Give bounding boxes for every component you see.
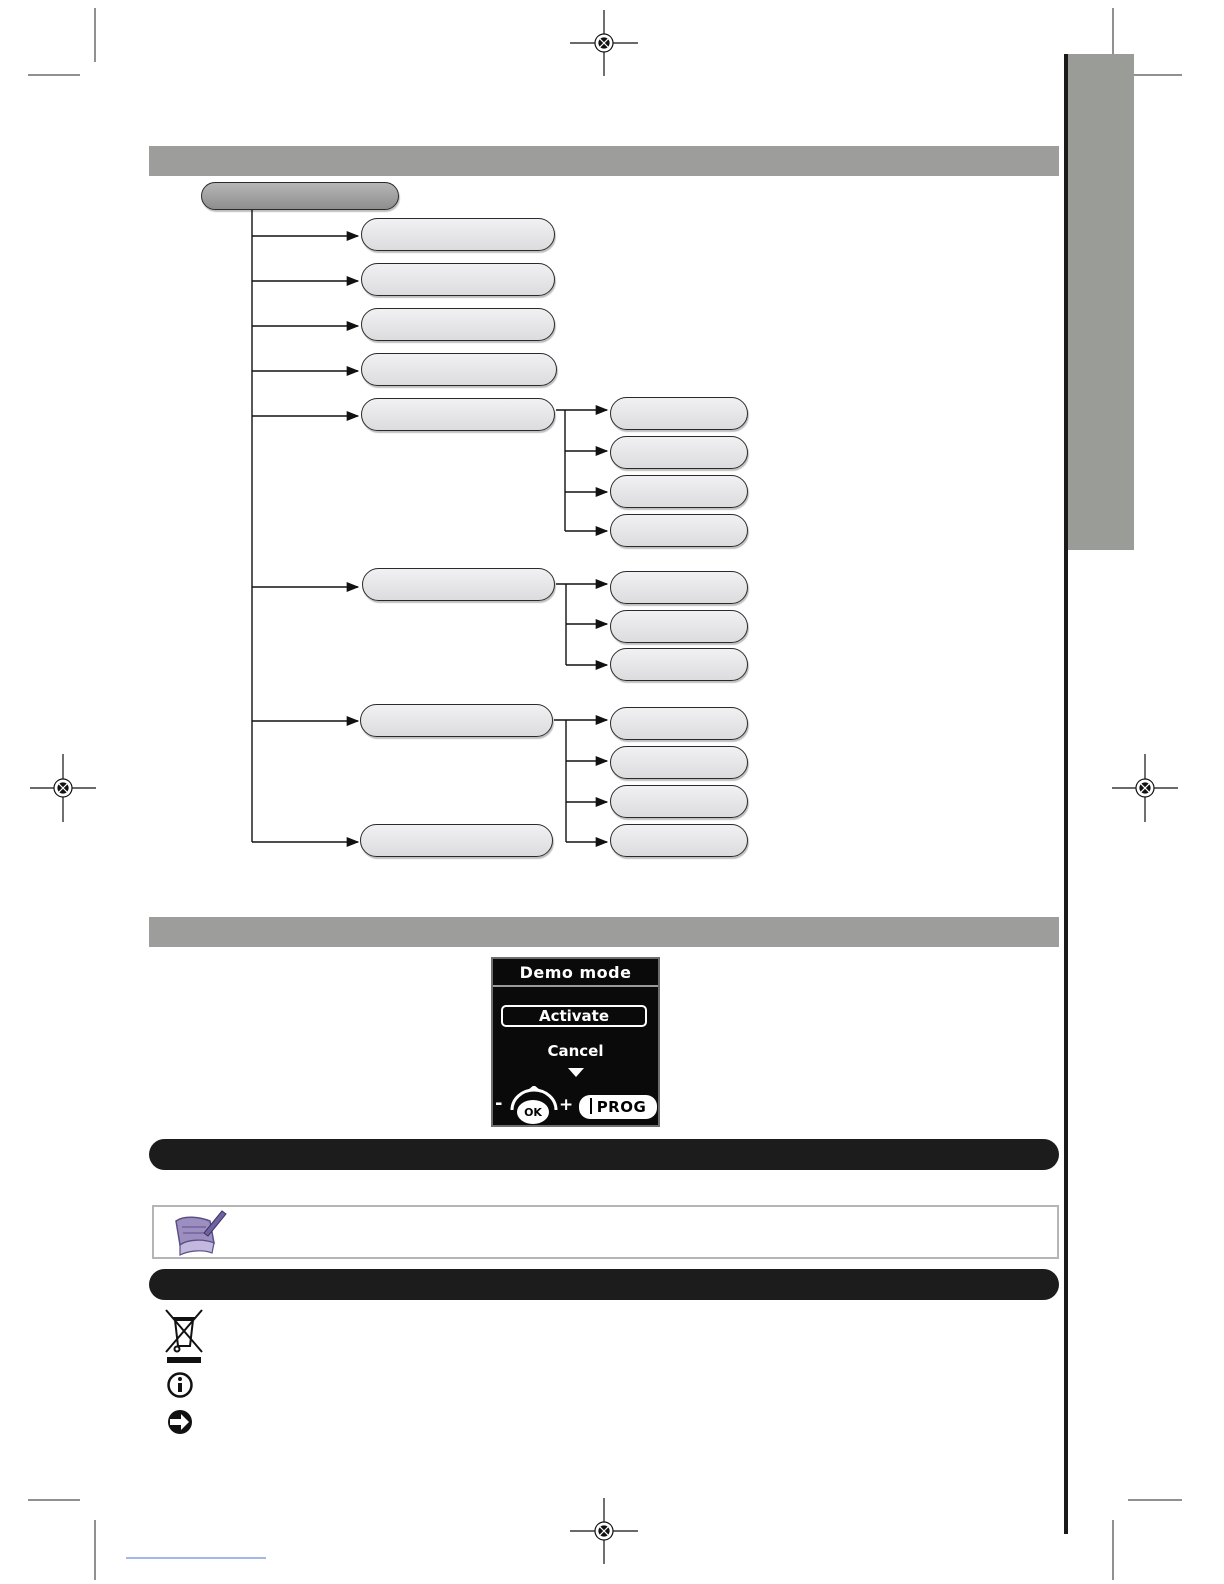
- submenu-node-6-1[interactable]: [610, 571, 748, 604]
- menu-root-node[interactable]: [201, 182, 399, 210]
- submenu-node-5-2[interactable]: [610, 436, 748, 469]
- submenu-node-5-1[interactable]: [610, 397, 748, 430]
- activate-option[interactable]: Activate: [501, 1005, 647, 1027]
- plus-label: +: [559, 1095, 574, 1115]
- section-header-demo-mode: [149, 917, 1059, 947]
- dark-header-bar-2: [149, 1269, 1059, 1300]
- submenu-node-7-1[interactable]: [610, 707, 748, 740]
- menu-node-1[interactable]: [361, 218, 555, 251]
- menu-node-3[interactable]: [361, 308, 555, 341]
- note-box: [152, 1205, 1059, 1259]
- submenu-node-7-3[interactable]: [610, 785, 748, 818]
- demo-mode-screen: [491, 957, 660, 1127]
- menu-node-7[interactable]: [360, 704, 553, 737]
- menu-node-2[interactable]: [361, 263, 555, 296]
- prog-button[interactable]: [579, 1095, 657, 1119]
- demo-mode-title: Demo mode: [493, 961, 658, 987]
- info-icon: [166, 1371, 194, 1399]
- submenu-node-5-4[interactable]: [610, 514, 748, 547]
- minus-label: -: [495, 1093, 503, 1114]
- submenu-node-7-4[interactable]: [610, 824, 748, 857]
- menu-node-6[interactable]: [362, 568, 555, 601]
- menu-node-8[interactable]: [360, 824, 553, 857]
- dark-header-bar-1: [149, 1139, 1059, 1170]
- registration-mark-bottom: [570, 1498, 638, 1564]
- ok-button[interactable]: OK: [517, 1100, 549, 1124]
- submenu-node-7-2[interactable]: [610, 746, 748, 779]
- submenu-node-6-2[interactable]: [610, 610, 748, 643]
- arrow-circle-icon: [166, 1408, 194, 1436]
- menu-node-4[interactable]: [361, 353, 557, 386]
- cancel-option[interactable]: Cancel: [547, 1042, 604, 1060]
- submenu-node-5-3[interactable]: [610, 475, 748, 508]
- submenu-node-6-3[interactable]: [610, 648, 748, 681]
- prog-label: PROG: [596, 1098, 647, 1116]
- scroll-down-icon: [567, 1067, 585, 1079]
- note-pen-icon: [170, 1209, 228, 1259]
- menu-node-5[interactable]: [361, 398, 555, 431]
- crossed-bin-icon: [163, 1308, 205, 1366]
